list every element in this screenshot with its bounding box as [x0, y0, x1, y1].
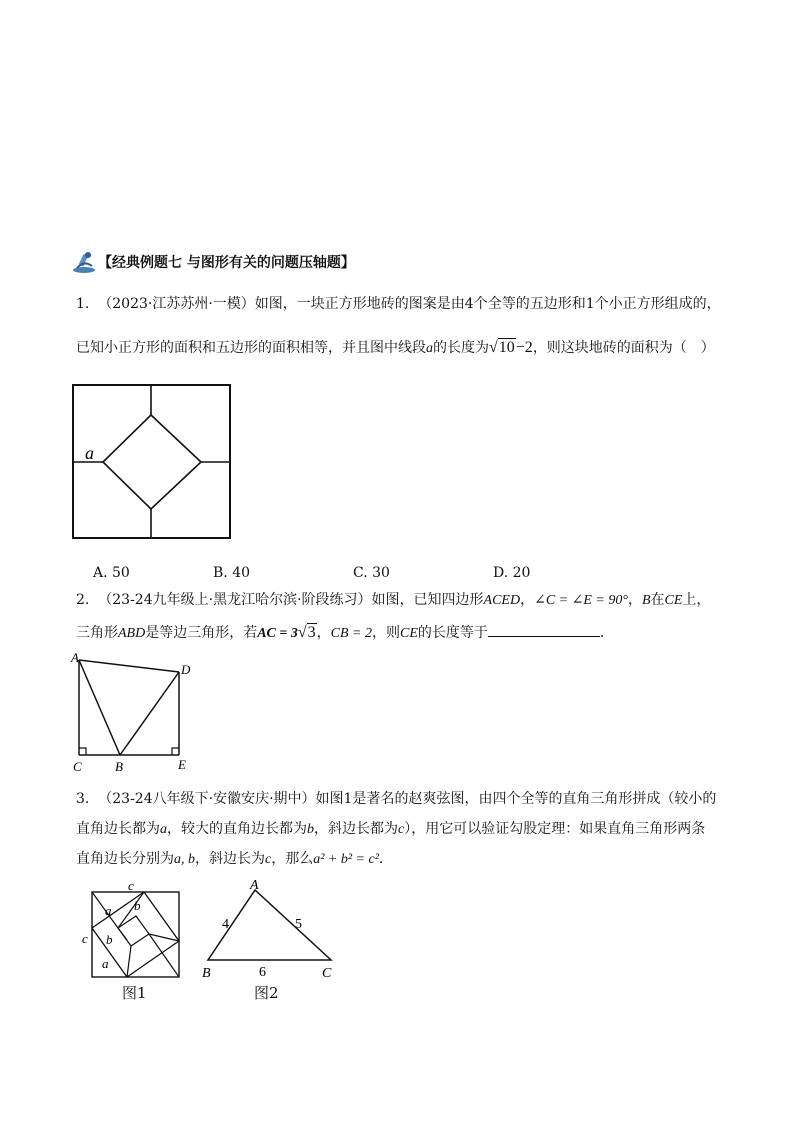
q1-option-d[interactable]: D. 20 — [493, 565, 531, 581]
q1-text-2b: 的长度为 — [433, 340, 489, 356]
q1-line2 — [76, 338, 715, 359]
q3-number: 3. — [76, 791, 90, 807]
q2-source: （23-24九年级上·黑龙江哈尔滨·阶段练习） — [98, 592, 372, 608]
q1-figure-label-a: a — [85, 443, 94, 463]
q2-ac-eq: AC = 3 — [257, 626, 298, 641]
fig1-label-b-upper: b — [134, 898, 141, 913]
q2-quad: ACED — [483, 593, 521, 608]
q3-line2: 直角边长都为a，较大的直角边长都为b，斜边长都为c），用它可以验证勾股定理：如果直角三角形两条 — [76, 821, 706, 837]
fig2-label-a: A — [250, 878, 259, 893]
q2-answer-blank[interactable] — [488, 622, 600, 637]
q2-seg-ce: CE — [664, 593, 683, 608]
fig1-label-c-left: c — [82, 931, 88, 946]
section-header — [72, 250, 355, 274]
q2-line1: 2. （23-24九年级上·黑龙江哈尔滨·阶段练习）如图，已知四边形ACED，∠C = ∠E = 90°，B在CE上， — [76, 592, 711, 608]
q2-figure — [68, 648, 198, 776]
q3-line1: 3. （23-24八年级下·安徽安庆·期中）如图1是著名的赵爽弦图，由四个全等的直角三角形拼成（较小的 — [76, 791, 717, 807]
q1-text-1: 如图，一块正方形地砖的图案是由4个全等的五边形和1个小正方形组成的， — [254, 296, 721, 312]
microscope-icon — [72, 250, 98, 274]
q1-text-2a: 已知小正方形的面积和五边形的面积相等，并且图中线段 — [76, 340, 426, 356]
fig1-label-a-upper: a — [105, 903, 112, 918]
q3-line3: 直角边长分别为a, b，斜边长为c，那么a² + b² = c². — [76, 851, 384, 867]
q1-number: 1. — [76, 296, 90, 312]
section-title: 【经典例题七 与图形有关的问题压轴题】 — [98, 255, 355, 271]
q2-label-b: B — [115, 759, 123, 774]
q2-abd: ABD — [118, 626, 146, 641]
q3-figure-1-caption: 图1 — [122, 984, 147, 1002]
q1-sqrt-radicand: 10 — [498, 339, 515, 356]
q2-label-c: C — [73, 759, 82, 774]
q1-option-a[interactable]: A. 50 — [93, 565, 130, 581]
q1-option-b[interactable]: B. 40 — [213, 565, 251, 581]
q1-sqrt-tail: −2 — [515, 339, 533, 356]
q2-line2: 三角形ABD是等边三角形，若AC = 3√3，CB = 2，则CE的长度等于 . — [76, 624, 605, 641]
q1-source: （2023·江苏苏州·一模） — [98, 296, 255, 312]
q1-sqrt: √10 — [489, 339, 515, 356]
q3-formula: a² + b² = c² — [313, 852, 379, 867]
fig2-side-ab: 4 — [222, 917, 229, 932]
fig1-label-a-lower: a — [102, 956, 109, 971]
q2-angle-cond: ∠C = ∠E = 90° — [534, 593, 628, 608]
q2-number: 2. — [76, 592, 90, 608]
fig2-label-c: C — [322, 966, 332, 980]
q1-figure — [70, 382, 234, 542]
q3-figure-2-caption: 图2 — [254, 984, 279, 1002]
q2-point-b: B — [641, 593, 651, 608]
fig1-label-c-top: c — [128, 878, 134, 893]
q1-line1 — [76, 294, 721, 314]
q1-text-2c: ，则这块地砖的面积为（ ） — [532, 340, 715, 356]
q3-figure-1 — [82, 878, 188, 982]
q3-source: （23-24八年级下·安徽安庆·期中） — [98, 791, 316, 807]
q2-cb-eq: CB = 2 — [330, 626, 372, 641]
q2-ce: CE — [400, 626, 418, 641]
fig1-label-b-left: b — [106, 932, 113, 947]
fig2-side-bc: 6 — [259, 965, 266, 980]
fig2-label-b: B — [202, 966, 211, 980]
q1-option-c[interactable]: C. 30 — [353, 565, 390, 581]
q3-figure-2 — [198, 876, 348, 980]
fig2-side-ac: 5 — [295, 917, 302, 932]
q2-label-d: D — [181, 662, 191, 677]
q2-label-a: A — [71, 650, 79, 665]
q1-var-a: a — [426, 341, 433, 356]
q2-label-e: E — [178, 757, 186, 772]
q2-ac-sqrt: √3 — [297, 624, 316, 641]
